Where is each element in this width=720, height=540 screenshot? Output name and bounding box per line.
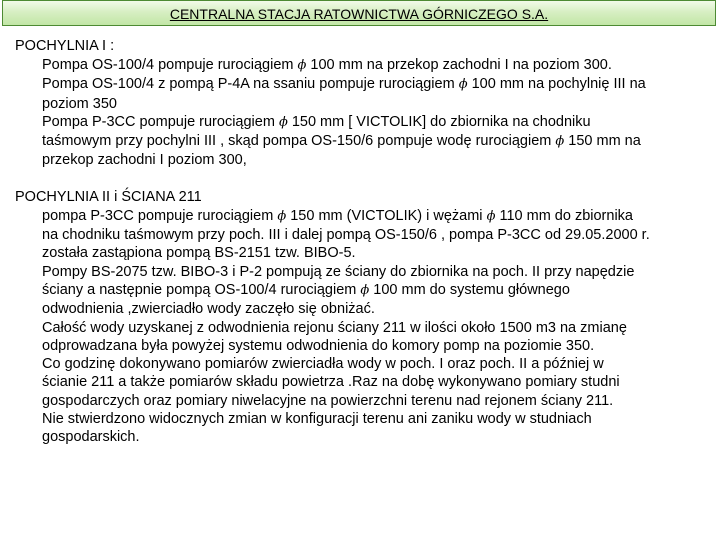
diameter-symbol: ϕ [297,58,307,73]
text-line [42,300,715,318]
text-run: Pompy BS-2075 tzw. BIBO-3 i P-2 pompują ze ściany do zbiornika na poch. II przy napędzie [42,263,635,280]
paragraph [42,75,715,113]
text-line [42,207,715,226]
text-line [42,113,715,132]
section-2 [15,187,715,447]
diameter-symbol: ϕ [555,134,565,150]
header-bar [2,0,716,26]
text-run: ścianie 211 a także pomiarów składu powietrza .Raz na dobę wykonywano pomiary studni [42,374,620,391]
text-run: 100 mm na pochylnię III na [467,76,646,93]
text-line [42,132,715,151]
text-run: na chodniku taśmowym przy poch. III i dalej pompą OS-150/6 , pompa P-3CC od 29.05.2000 r. [42,227,650,244]
text-run: poziom 350 [42,95,117,112]
text-line [42,319,715,337]
text-run: przekop zachodni I poziom 300, [42,152,247,169]
text-line [42,226,715,244]
text-line [42,151,715,169]
text-run: Co godzinę dokonywano pomiarów zwierciadła wody w poch. I oraz poch. II a później w [42,356,604,373]
section-heading: POCHYLNIA II i ŚCIANA 211 [15,188,202,205]
text-run: ściany a następnie pompą OS-100/4 rurociągiem [42,281,361,298]
text-line [42,95,715,113]
section-1 [15,36,715,170]
text-line [42,337,715,355]
text-run: Nie stwierdzono widocznych zmian w konfiguracji terenu ani zaniku wody w studniach [42,411,592,428]
text-line [42,355,715,373]
text-run: Pompa OS-100/4 pompuje rurociągiem [42,57,298,73]
paragraph [42,207,715,263]
diameter-symbol: ϕ [278,114,288,130]
text-run: Pompa OS-100/4 z pompą P-4A na ssaniu pompuje rurociągiem [42,76,459,93]
diameter-symbol: ϕ [458,77,468,93]
paragraph [42,56,715,75]
text-run: 150 mm [ VICTOLIK] do zbiornika na chodniku [287,113,591,130]
text-run: 150 mm na [564,133,641,150]
text-line [42,244,715,262]
paragraph [42,319,715,356]
paragraph [42,263,715,319]
text-run: odprowadzana była powyżej systemu odwodnienia do komory pomp na poziomie 350. [42,337,595,354]
text-line [42,56,715,75]
text-run: Pompa P-3CC pompuje rurociągiem [42,113,279,130]
diameter-symbol: ϕ [360,282,370,298]
text-run: taśmowym przy pochylni III , skąd pompa OS-150/6 pompuje wodę rurociągiem [42,133,556,150]
text-run: 110 mm do zbiornika [495,207,633,224]
text-run: Całość wody uzyskanej z odwodnienia rejonu ściany 211 w ilości około 1500 m3 na zmianę [42,319,627,336]
text-line [42,263,715,281]
text-line [42,392,715,410]
page-title: CENTRALNA STACJA RATOWNICTWA GÓRNICZEGO S.A. [169,6,549,22]
text-run: gospodarczych oraz pomiary niwelacyjne na powierzchni terenu nad rejonem ściany 211. [42,392,614,409]
text-run: pompa P-3CC pompuje rurociągiem [42,207,278,224]
diameter-symbol: ϕ [486,208,496,224]
text-line [42,428,715,446]
text-line [42,373,715,391]
text-line [42,410,715,428]
text-run: została zastąpiona pompą BS-2151 tzw. BIBO-5. [42,245,356,262]
text-run: 150 mm (VICTOLIK) i wężami [286,207,487,224]
diameter-symbol: ϕ [277,208,287,224]
paragraph [42,355,715,446]
text-run: gospodarskich. [42,429,140,446]
text-run: 100 mm na przekop zachodni I na poziom 300. [306,57,612,73]
text-run: 100 mm do systemu głównego [369,281,570,298]
section-gap [15,170,715,187]
text-line [42,75,715,94]
section-heading: POCHYLNIA I : [15,38,115,54]
document-body [15,36,715,447]
text-run: odwodnienia ,zwierciadło wody zaczęło się obniżać. [42,301,375,318]
paragraph [42,113,715,170]
text-line [42,281,715,300]
